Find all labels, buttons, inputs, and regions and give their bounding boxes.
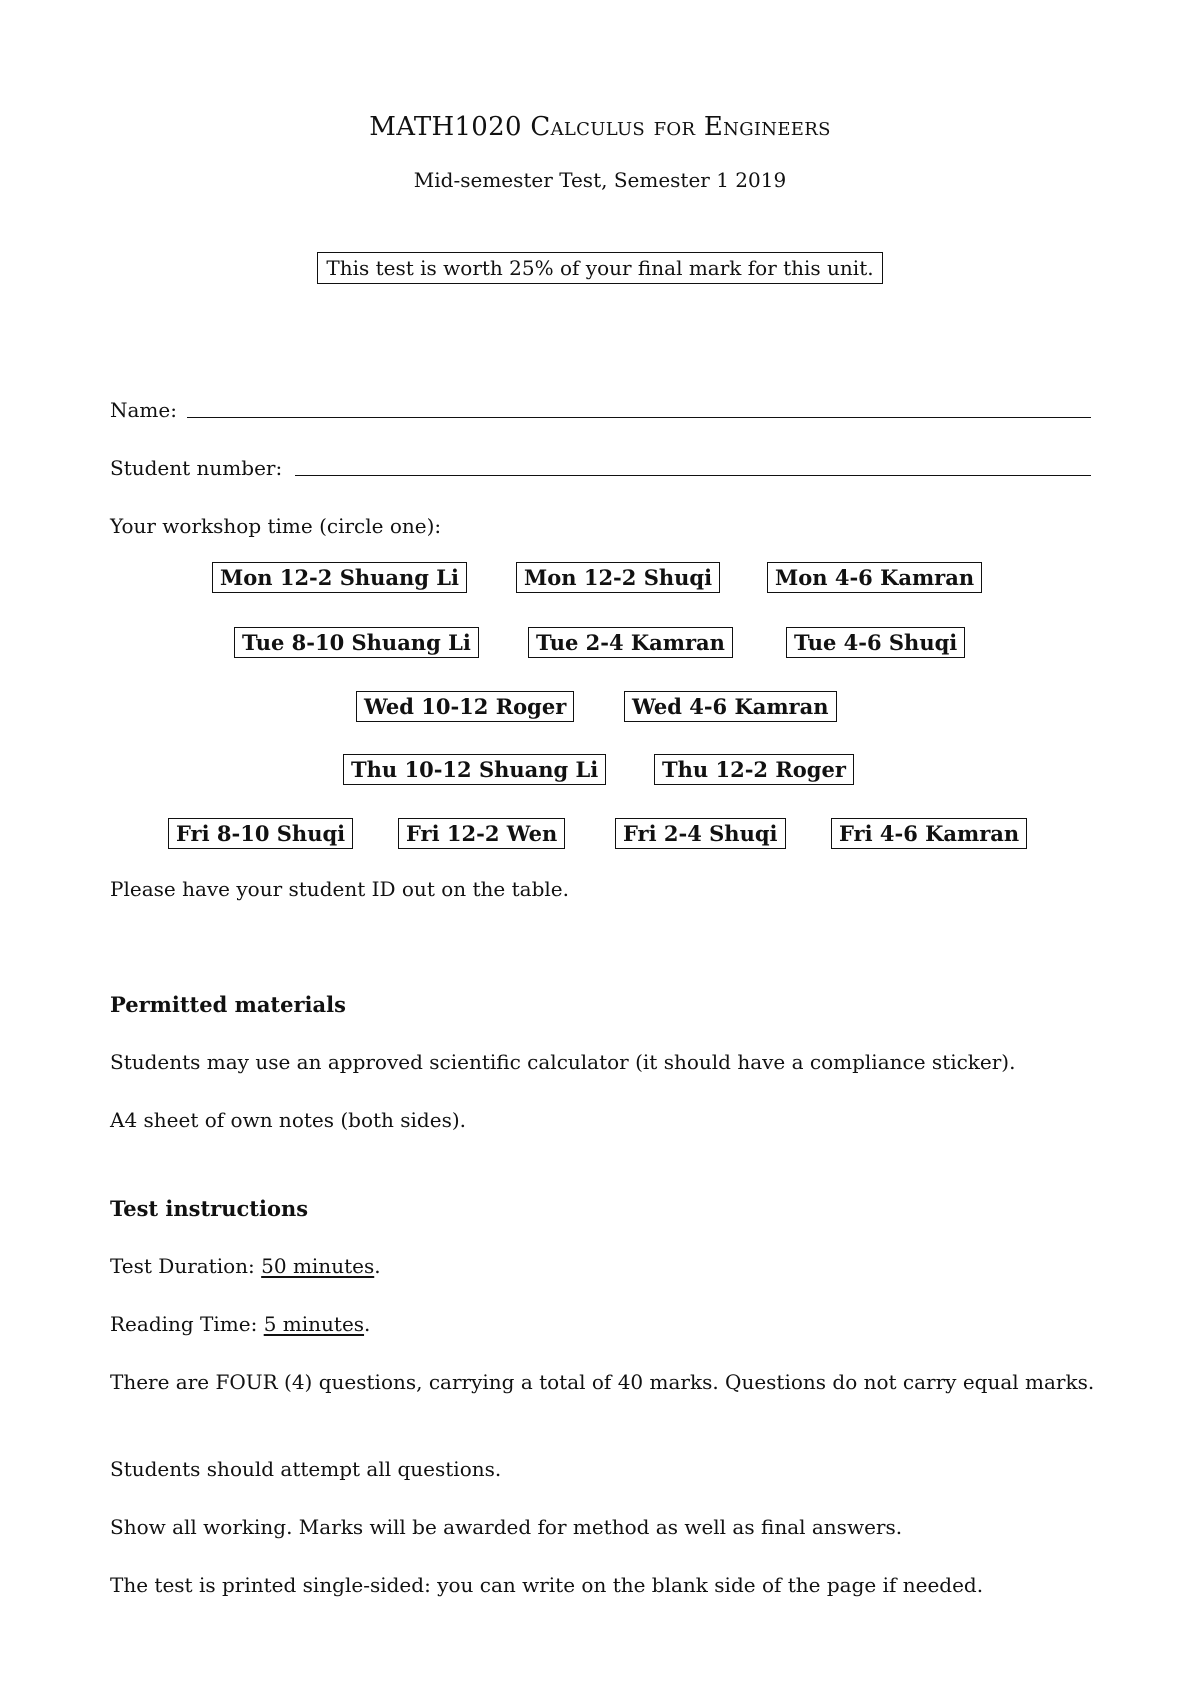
workshop-option[interactable]: Tue 4-6 Shuqi (786, 627, 965, 658)
duration-label: Test Duration: (110, 1254, 255, 1278)
student-number-field[interactable] (295, 475, 1091, 476)
workshop-option[interactable]: Mon 12-2 Shuang Li (212, 562, 467, 593)
page-title (0, 112, 1200, 142)
worth-note-container (0, 252, 1200, 284)
workshop-option[interactable]: Fri 12-2 Wen (398, 818, 565, 849)
reading-label: Reading Time: (110, 1312, 258, 1336)
student-number-label: Student number: (110, 456, 283, 480)
course-name: Calculus for Engineers (530, 112, 831, 142)
page-subtitle: Mid-semester Test, Semester 1 2019 (413, 168, 787, 192)
workshop-option[interactable]: Tue 2-4 Kamran (528, 627, 733, 658)
id-note: Please have your student ID out on the table. (110, 877, 569, 901)
duration-value: 50 minutes (261, 1254, 375, 1278)
workshop-option[interactable]: Thu 10-12 Shuang Li (343, 754, 606, 785)
workshop-option[interactable]: Fri 4-6 Kamran (831, 818, 1027, 849)
name-field[interactable] (187, 417, 1091, 418)
printing-note: The test is printed single-sided: you can write on the blank side of the page if needed. (110, 1573, 984, 1597)
course-code: MATH1020 (369, 112, 522, 142)
workshop-option[interactable]: Thu 12-2 Roger (654, 754, 854, 785)
worth-note: This test is worth 25% of your final mark for this unit. (317, 252, 882, 284)
workshop-prompt: Your workshop time (circle one): (110, 514, 442, 538)
reading-line: Reading Time: 5 minutes. (110, 1312, 371, 1336)
workshop-option[interactable]: Wed 10-12 Roger (356, 691, 574, 722)
permitted-item: Students may use an approved scientific calculator (it should have a compliance sticker). (110, 1050, 1016, 1074)
questions-note: There are FOUR (4) questions, carrying a total of 40 marks. Questions do not carry equal marks. (110, 1370, 1095, 1394)
workshop-option[interactable]: Mon 4-6 Kamran (767, 562, 982, 593)
working-note: Show all working. Marks will be awarded for method as well as final answers. (110, 1515, 903, 1539)
workshop-option[interactable]: Fri 8-10 Shuqi (168, 818, 353, 849)
workshop-option[interactable]: Mon 12-2 Shuqi (516, 562, 720, 593)
attempt-note: Students should attempt all questions. (110, 1457, 502, 1481)
workshop-option[interactable]: Wed 4-6 Kamran (624, 691, 837, 722)
instructions-heading: Test instructions (110, 1196, 309, 1221)
reading-value: 5 minutes (263, 1312, 365, 1336)
duration-line: Test Duration: 50 minutes. (110, 1254, 381, 1278)
name-label: Name: (110, 398, 177, 422)
permitted-heading: Permitted materials (110, 992, 346, 1017)
workshop-option[interactable]: Fri 2-4 Shuqi (615, 818, 786, 849)
workshop-option[interactable]: Tue 8-10 Shuang Li (234, 627, 479, 658)
permitted-item: A4 sheet of own notes (both sides). (110, 1108, 466, 1132)
